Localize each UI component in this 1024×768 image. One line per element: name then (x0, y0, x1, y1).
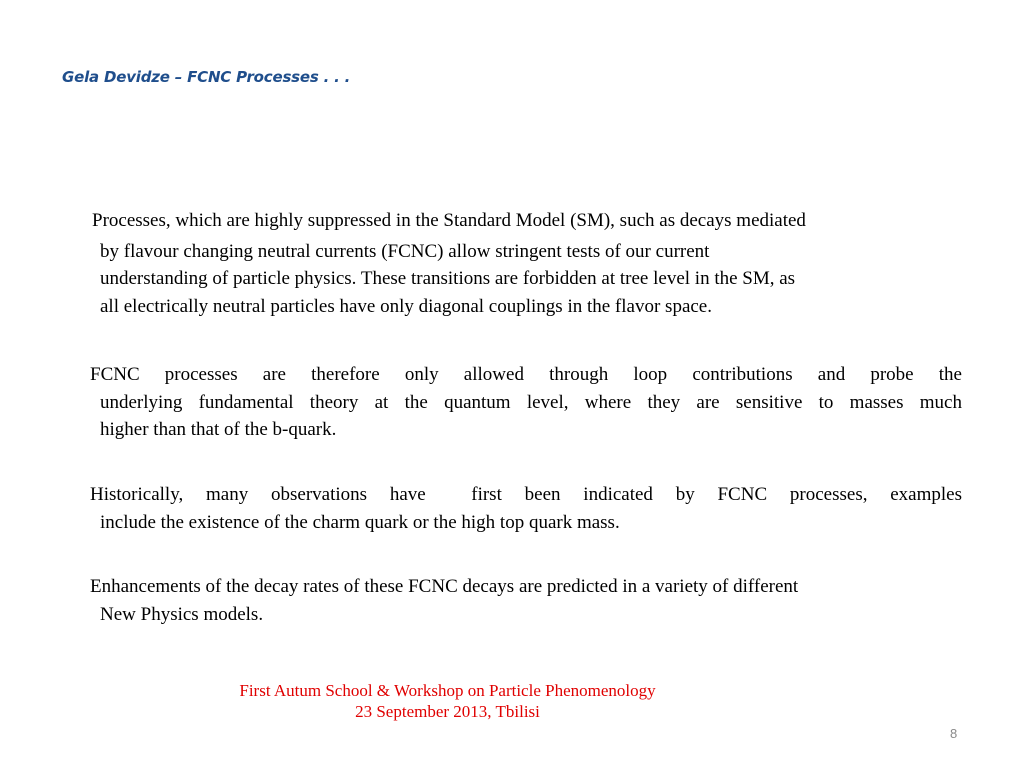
paragraph-fcnc-intro (90, 207, 962, 320)
slide-header-title: Gela Devidze – FCNC Processes . . . (62, 68, 351, 86)
slide-footer (200, 680, 695, 722)
footer-event-name: First Autum School & Workshop on Particle Phenomenology (239, 681, 656, 700)
paragraph-line: New Physics models. (100, 603, 264, 625)
paragraph-line: FCNC processes are therefore only allowed through loop contributions and probe the (90, 364, 962, 385)
paragraph-loop-contributions (90, 361, 962, 444)
footer-date-location: 23 September 2013, Tbilisi (355, 702, 540, 721)
paragraph-line: all electrically neutral particles have only diagonal couplings in the flavor space. (100, 295, 712, 317)
paragraph-line: include the existence of the charm quark or the high top quark mass. (100, 511, 620, 533)
paragraph-line: Historically, many observations have first been indicated by FCNC processes, examples (90, 484, 962, 505)
paragraph-line: understanding of particle physics. These transitions are forbidden at tree level in the SM, as (100, 268, 796, 289)
paragraph-line: higher than that of the b-quark. (100, 419, 337, 440)
paragraph-line: Enhancements of the decay rates of these FCNC decays are predicted in a variety of different (90, 576, 799, 597)
page-number: 8 (950, 726, 958, 741)
paragraph-new-physics (90, 573, 962, 628)
paragraph-line: Processes, which are highly suppressed in the Standard Model (SM), such as decays mediated (92, 210, 806, 231)
paragraph-line: by flavour changing neutral currents (FCNC) allow stringent tests of our current (100, 240, 710, 262)
paragraph-line: underlying fundamental theory at the quantum level, where they are sensitive to masses much (100, 391, 962, 413)
paragraph-historical (90, 481, 962, 536)
